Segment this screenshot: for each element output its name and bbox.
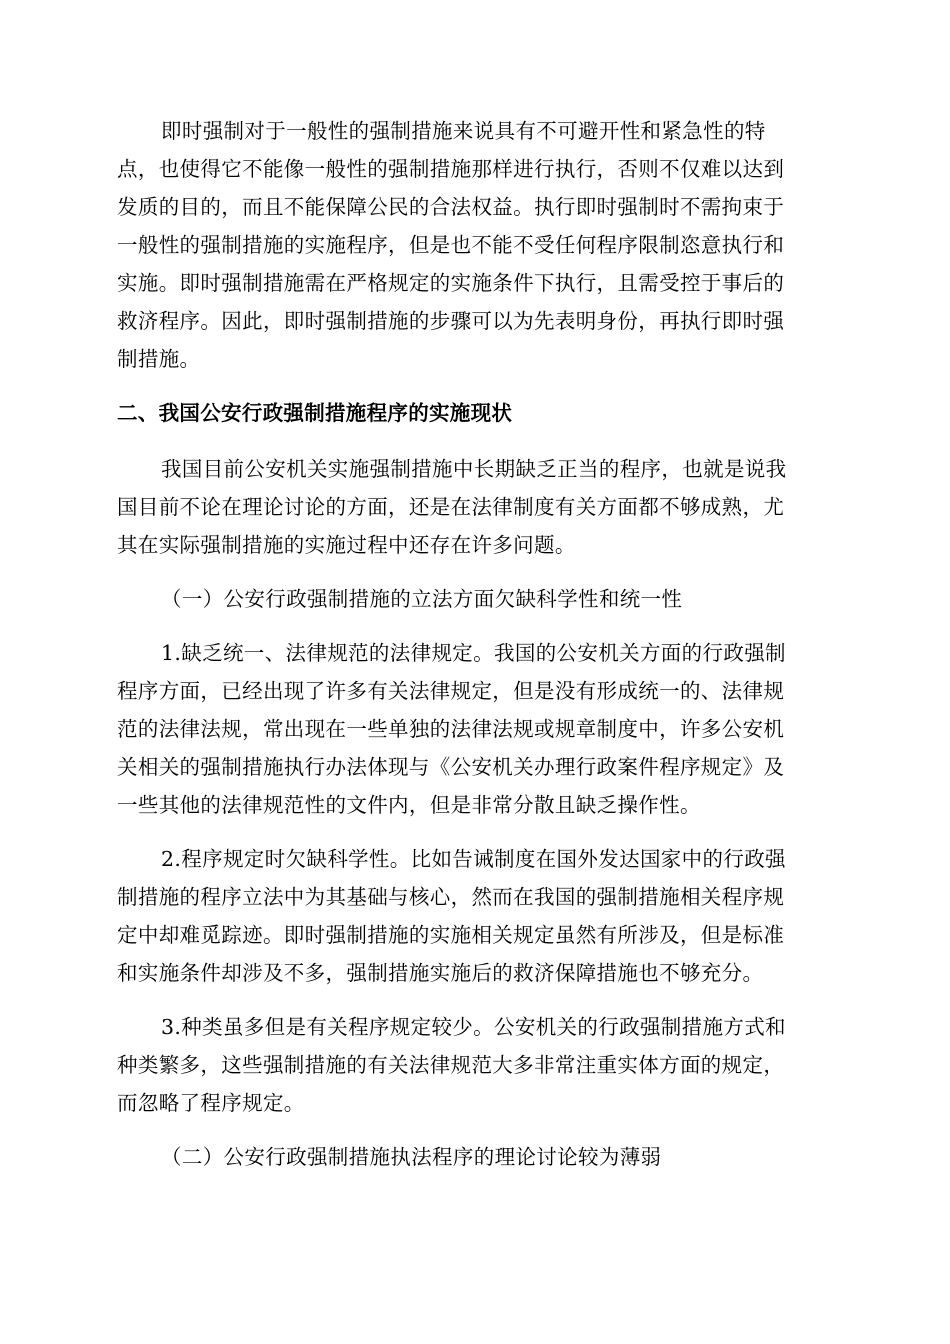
text-line: 救济程序。因此，即时强制措施的步骤可以为先表明身份，再执行即时强	[117, 309, 785, 333]
paragraph-point-2	[117, 840, 833, 992]
text-line: 实施。即时强制措施需在严格规定的实施条件下执行，且需受控于事后的	[117, 271, 785, 295]
text-line: 程序方面，已经出现了许多有关法律规定，但是没有形成统一的、法律规	[117, 679, 785, 703]
text-line: 即时强制对于一般性的强制措施来说具有不可避开性和紧急性的特	[161, 119, 766, 143]
paragraph-point-3	[117, 1008, 833, 1122]
text-line: 一些其他的法律规范性的文件内，但是非常分散且缺乏操作性。	[117, 793, 701, 817]
text-line: 定中却难觅踪迹。即时强制措施的实施相关规定虽然有所涉及，但是标准	[117, 923, 785, 947]
paragraph-point-1	[117, 634, 833, 824]
section-heading: 二、我国公安行政强制措施程序的实施现状	[117, 401, 513, 425]
text-line: 点，也使得它不能像一般性的强制措施那样进行执行，否则不仅难以达到	[117, 157, 785, 181]
subsection-heading: （二）公安行政强制措施执法程序的理论讨论较为薄弱	[161, 1145, 662, 1169]
text-line: 关相关的强制措施执行办法体现与《公安机关办理行政案件程序规定》及	[117, 755, 785, 779]
text-line: 制措施。	[117, 347, 201, 371]
text-line: 2.程序规定时欠缺科学性。比如告诫制度在国外发达国家中的行政强	[161, 847, 786, 871]
text-line: 种类繁多，这些强制措施的有关法律规范大多非常注重实体方面的规定，	[117, 1053, 785, 1077]
text-line: 和实施条件却涉及不多，强制措施实施后的救济保障措施也不够充分。	[117, 961, 764, 985]
text-line: 一般性的强制措施的实施程序，但是也不能不受任何程序限制恣意执行和	[117, 233, 785, 257]
text-line: 国目前不论在理论讨论的方面，还是在法律制度有关方面都不够成熟，尤	[117, 495, 785, 519]
paragraph-current-status	[117, 450, 833, 564]
paragraph-instant-coercion	[117, 112, 833, 378]
text-line: 制措施的程序立法中为其基础与核心，然而在我国的强制措施相关程序规	[117, 885, 785, 909]
subsection-heading: （一）公安行政强制措施的立法方面欠缺科学性和统一性	[161, 587, 683, 611]
text-line: 1.缺乏统一、法律规范的法律规定。我国的公安机关方面的行政强制	[161, 641, 786, 665]
text-line: 发质的目的，而且不能保障公民的合法权益。执行即时强制时不需拘束于	[117, 195, 785, 219]
text-line: 3.种类虽多但是有关程序规定较少。公安机关的行政强制措施方式和	[161, 1015, 786, 1039]
text-line: 范的法律法规，常出现在一些单独的法律法规或规章制度中，许多公安机	[117, 717, 785, 741]
text-line: 而忽略了程序规定。	[117, 1091, 305, 1115]
text-line: 其在实际强制措施的实施过程中还存在许多问题。	[117, 533, 576, 557]
text-line: 我国目前公安机关实施强制措施中长期缺乏正当的程序，也就是说我	[161, 457, 787, 481]
